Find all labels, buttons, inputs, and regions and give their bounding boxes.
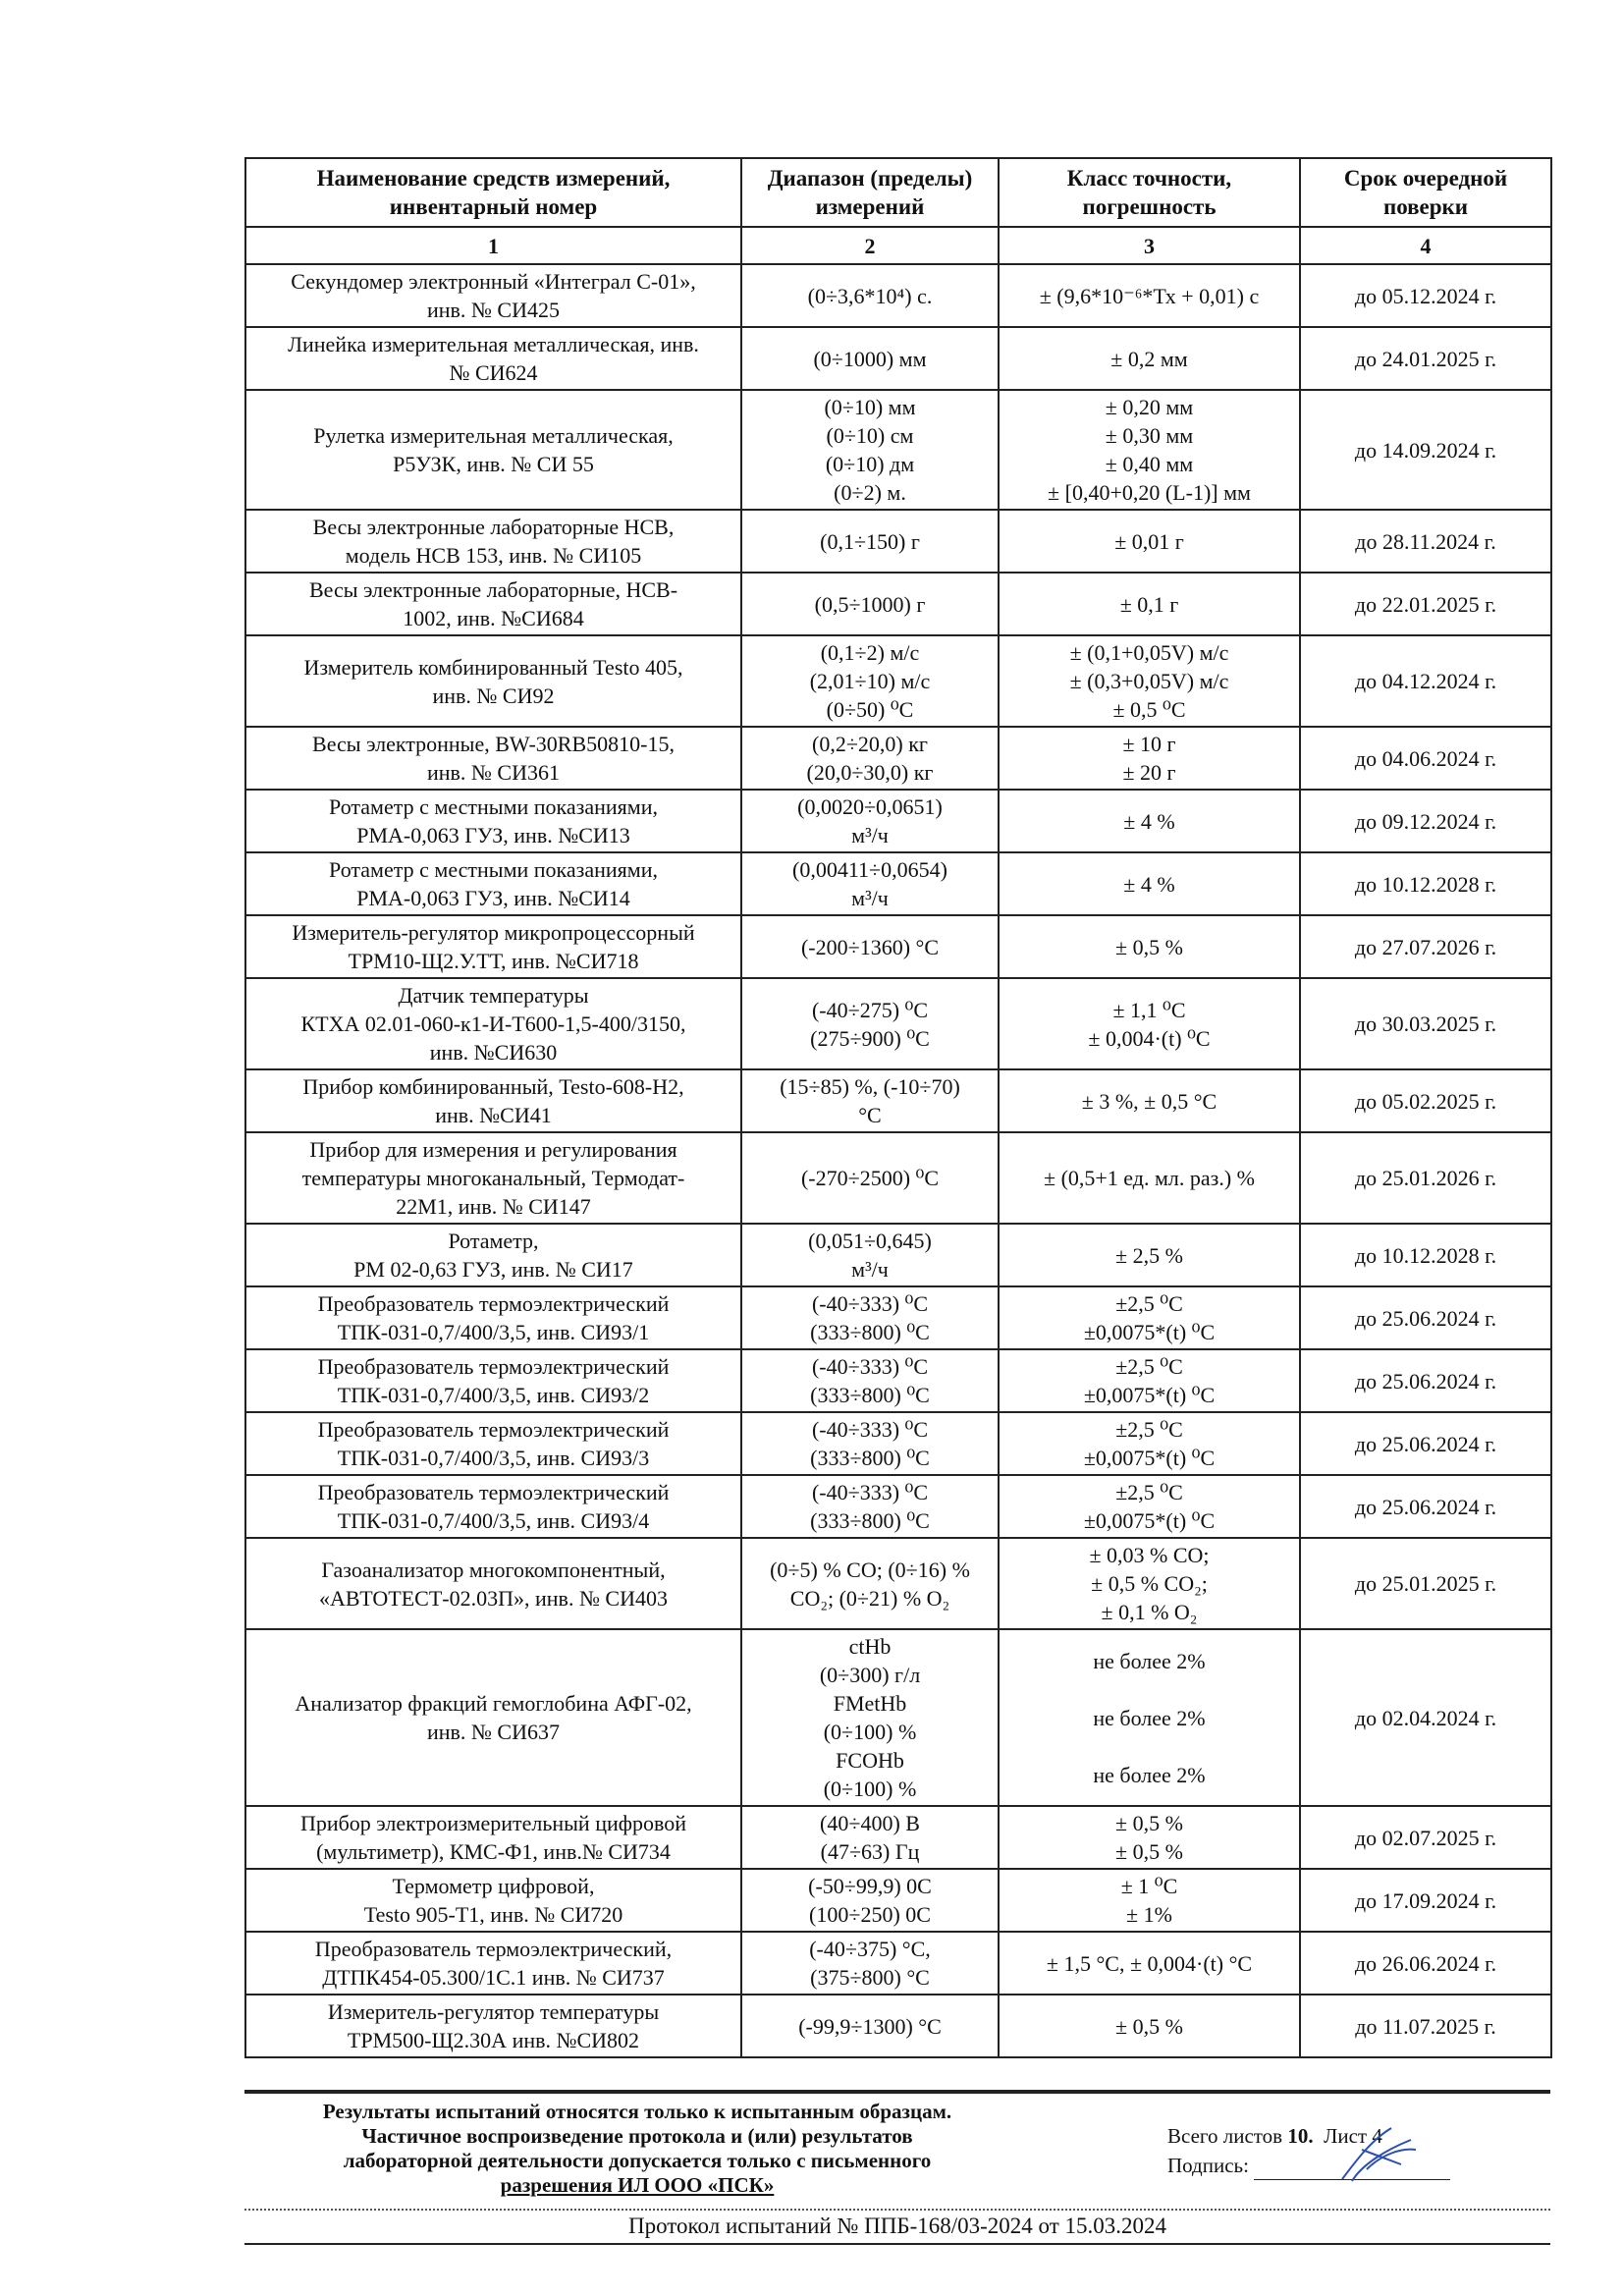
accuracy-cell: ±2,5 ⁰С ±0,0075*(t) ⁰С: [999, 1286, 1300, 1349]
table-row: [245, 1224, 1551, 1286]
verification-due-cell: до 22.01.2025 г.: [1300, 573, 1551, 635]
accuracy-cell: ± (0,5+1 ед. мл. раз.) %: [999, 1132, 1300, 1224]
instrument-name-cell: Датчик температуры КТХА 02.01-060-к1-И-Т600-1,5-400/3150, инв. №СИ630: [245, 978, 741, 1069]
verification-due-cell: до 24.01.2025 г.: [1300, 327, 1551, 390]
instrument-name-cell: Измеритель-регулятор микропроцессорный ТРМ10-Щ2.У.ТТ, инв. №СИ718: [245, 915, 741, 978]
instrument-name-cell: Ротаметр с местными показаниями, РМА-0,063 ГУЗ, инв. №СИ13: [245, 790, 741, 852]
header-verification-due: Срок очередной поверки: [1300, 158, 1551, 227]
table-row: [245, 1869, 1551, 1932]
range-cell: (0,051÷0,645) м³/ч: [741, 1224, 999, 1286]
instrument-name-cell: Линейка измерительная металлическая, инв. № СИ624: [245, 327, 741, 390]
table-row: [245, 510, 1551, 573]
accuracy-cell: ± 0,5 % ± 0,5 %: [999, 1806, 1300, 1869]
range-cell: (0÷10) мм (0÷10) см (0÷10) дм (0÷2) м.: [741, 390, 999, 510]
header-accuracy: Класс точности, погрешность: [999, 158, 1300, 227]
accuracy-cell: ± 0,20 мм ± 0,30 мм ± 0,40 мм ± [0,40+0,20 (L-1)] мм: [999, 390, 1300, 510]
verification-due-cell: до 30.03.2025 г.: [1300, 978, 1551, 1069]
accuracy-cell: ± 1,1 ⁰С ± 0,004·(t) ⁰С: [999, 978, 1300, 1069]
verification-due-cell: до 26.06.2024 г.: [1300, 1932, 1551, 1995]
instrument-name-cell: Газоанализатор многокомпонентный, «АВТОТЕСТ-02.03П», инв. № СИ403: [245, 1538, 741, 1629]
instrument-name-cell: Преобразователь термоэлектрический ТПК-031-0,7/400/3,5, инв. СИ93/2: [245, 1349, 741, 1412]
instrument-name-cell: Весы электронные лабораторные НСВ, модель НСВ 153, инв. № СИ105: [245, 510, 741, 573]
verification-due-cell: до 10.12.2028 г.: [1300, 852, 1551, 915]
table-row: [245, 790, 1551, 852]
dotted-divider: [244, 2209, 1550, 2211]
signature-scribble-icon: [1332, 2120, 1421, 2189]
instruments-table: [244, 157, 1552, 2058]
range-cell: (-40÷333) ⁰С (333÷800) ⁰С: [741, 1286, 999, 1349]
range-cell: (-40÷333) ⁰С (333÷800) ⁰С: [741, 1412, 999, 1475]
accuracy-cell: ± 0,5 %: [999, 915, 1300, 978]
table-row: [245, 978, 1551, 1069]
accuracy-cell: ± 2,5 %: [999, 1224, 1300, 1286]
instrument-name-cell: Измеритель комбинированный Testo 405, инв. № СИ92: [245, 635, 741, 727]
header-range: Диапазон (пределы) измерений: [741, 158, 999, 227]
accuracy-cell: ± 1 ⁰С ± 1%: [999, 1869, 1300, 1932]
table-row: [245, 327, 1551, 390]
verification-due-cell: до 04.06.2024 г.: [1300, 727, 1551, 790]
range-cell: (-40÷333) ⁰С (333÷800) ⁰С: [741, 1349, 999, 1412]
table-row: [245, 635, 1551, 727]
table-row: [245, 390, 1551, 510]
range-cell: (-40÷333) ⁰С (333÷800) ⁰С: [741, 1475, 999, 1538]
range-cell: (-270÷2500) ⁰С: [741, 1132, 999, 1224]
signature-line: [1254, 2159, 1450, 2180]
accuracy-cell: ±2,5 ⁰С ±0,0075*(t) ⁰С: [999, 1349, 1300, 1412]
accuracy-cell: ± (0,1+0,05V) м/с ± (0,3+0,05V) м/с ± 0,5 ⁰С: [999, 635, 1300, 727]
table-row: [245, 1069, 1551, 1132]
sheet-info: [1167, 2121, 1541, 2180]
verification-due-cell: до 25.06.2024 г.: [1300, 1349, 1551, 1412]
table-row: [245, 1995, 1551, 2057]
instrument-name-cell: Преобразователь термоэлектрический ТПК-031-0,7/400/3,5, инв. СИ93/4: [245, 1475, 741, 1538]
column-number: 4: [1300, 227, 1551, 264]
range-cell: (40÷400) В (47÷63) Гц: [741, 1806, 999, 1869]
bottom-divider: [244, 2243, 1550, 2245]
table-row: [245, 1286, 1551, 1349]
accuracy-cell: ± 4 %: [999, 790, 1300, 852]
disclaimer-line: лабораторной деятельности допускается только с письменного: [343, 2149, 932, 2172]
range-cell: (0,0020÷0,0651) м³/ч: [741, 790, 999, 852]
table-row: [245, 1475, 1551, 1538]
page-footer: [244, 2090, 1550, 2238]
column-number: 2: [741, 227, 999, 264]
range-cell: (-200÷1360) °С: [741, 915, 999, 978]
table-row: [245, 1349, 1551, 1412]
instrument-name-cell: Ротаметр, РМ 02-0,63 ГУЗ, инв. № СИ17: [245, 1224, 741, 1286]
accuracy-cell: ±2,5 ⁰С ±0,0075*(t) ⁰С: [999, 1475, 1300, 1538]
instrument-name-cell: Прибор для измерения и регулирования температуры многоканальный, Термодат- 22М1, инв. № СИ147: [245, 1132, 741, 1224]
table-row: [245, 1629, 1551, 1806]
accuracy-cell: ± 3 %, ± 0,5 °С: [999, 1069, 1300, 1132]
sheet-count: Всего листов 10. Лист 4: [1167, 2124, 1382, 2148]
verification-due-cell: до 10.12.2028 г.: [1300, 1224, 1551, 1286]
instrument-name-cell: Измеритель-регулятор температуры ТРМ500-Щ2.30А инв. №СИ802: [245, 1995, 741, 2057]
instrument-name-cell: Анализатор фракций гемоглобина АФГ-02, инв. № СИ637: [245, 1629, 741, 1806]
verification-due-cell: до 04.12.2024 г.: [1300, 635, 1551, 727]
accuracy-cell: ± 0,5 %: [999, 1995, 1300, 2057]
range-cell: (0÷1000) мм: [741, 327, 999, 390]
range-cell: (15÷85) %, (-10÷70) °С: [741, 1069, 999, 1132]
range-cell: (0,2÷20,0) кг (20,0÷30,0) кг: [741, 727, 999, 790]
range-cell: (-40÷275) ⁰С (275÷900) ⁰С: [741, 978, 999, 1069]
range-cell: ctHb (0÷300) г/л FMetHb (0÷100) % FCOHb (0÷100) %: [741, 1629, 999, 1806]
disclaimer-line: разрешения ИЛ ООО «ПСК»: [500, 2173, 775, 2197]
instrument-name-cell: Прибор комбинированный, Testo-608-Н2, инв. №СИ41: [245, 1069, 741, 1132]
table-row: [245, 1132, 1551, 1224]
range-cell: (-40÷375) °С, (375÷800) °С: [741, 1932, 999, 1995]
verification-due-cell: до 17.09.2024 г.: [1300, 1869, 1551, 1932]
table-row: [245, 264, 1551, 327]
verification-due-cell: до 27.07.2026 г.: [1300, 915, 1551, 978]
verification-due-cell: до 25.06.2024 г.: [1300, 1286, 1551, 1349]
instrument-name-cell: Секундомер электронный «Интеграл С-01», инв. № СИ425: [245, 264, 741, 327]
table-row: [245, 1806, 1551, 1869]
instrument-name-cell: Весы электронные, BW-30RB50810-15, инв. № СИ361: [245, 727, 741, 790]
verification-due-cell: до 28.11.2024 г.: [1300, 510, 1551, 573]
accuracy-cell: ± 4 %: [999, 852, 1300, 915]
instrument-name-cell: Преобразователь термоэлектрический, ДТПК454-05.300/1С.1 инв. № СИ737: [245, 1932, 741, 1995]
accuracy-cell: ± 0,03 % СО; ± 0,5 % СО₂; ± 0,1 % О₂: [999, 1538, 1300, 1629]
table-row: [245, 573, 1551, 635]
table-row: [245, 915, 1551, 978]
range-cell: (0,1÷150) г: [741, 510, 999, 573]
table-header-row: [245, 158, 1551, 227]
table-row: [245, 1932, 1551, 1995]
verification-due-cell: до 25.06.2024 г.: [1300, 1475, 1551, 1538]
accuracy-cell: ± 0,01 г: [999, 510, 1300, 573]
accuracy-cell: ± 0,1 г: [999, 573, 1300, 635]
verification-due-cell: до 11.07.2025 г.: [1300, 1995, 1551, 2057]
range-cell: (0÷3,6*10⁴) с.: [741, 264, 999, 327]
table-row: [245, 727, 1551, 790]
accuracy-cell: ± 0,2 мм: [999, 327, 1300, 390]
accuracy-cell: ±2,5 ⁰С ±0,0075*(t) ⁰С: [999, 1412, 1300, 1475]
column-number-row: [245, 227, 1551, 264]
range-cell: (0,00411÷0,0654) м³/ч: [741, 852, 999, 915]
instrument-name-cell: Весы электронные лабораторные, НСВ- 1002, инв. №СИ684: [245, 573, 741, 635]
signature-row: Подпись:: [1167, 2151, 1541, 2180]
verification-due-cell: до 02.07.2025 г.: [1300, 1806, 1551, 1869]
disclaimer-line: Результаты испытаний относятся только к испытанным образцам.: [322, 2100, 952, 2123]
range-cell: (0÷5) % СО; (0÷16) % СО₂; (0÷21) % О₂: [741, 1538, 999, 1629]
accuracy-cell: ± 1,5 °С, ± 0,004·(t) °С: [999, 1932, 1300, 1995]
header-instrument-name: Наименование средств измерений, инвентарный номер: [245, 158, 741, 227]
verification-due-cell: до 02.04.2024 г.: [1300, 1629, 1551, 1806]
instrument-name-cell: Термометр цифровой, Testo 905-Т1, инв. № СИ720: [245, 1869, 741, 1932]
accuracy-cell: ± (9,6*10⁻⁶*Тх + 0,01) с: [999, 264, 1300, 327]
disclaimer-line: Частичное воспроизведение протокола и (или) результатов: [361, 2124, 913, 2148]
range-cell: (-99,9÷1300) °С: [741, 1995, 999, 2057]
verification-due-cell: до 05.02.2025 г.: [1300, 1069, 1551, 1132]
verification-due-cell: до 05.12.2024 г.: [1300, 264, 1551, 327]
range-cell: (0,5÷1000) г: [741, 573, 999, 635]
instrument-name-cell: Ротаметр с местными показаниями, РМА-0,063 ГУЗ, инв. №СИ14: [245, 852, 741, 915]
instrument-name-cell: Рулетка измерительная металлическая, Р5УЗК, инв. № СИ 55: [245, 390, 741, 510]
accuracy-cell: ± 10 г ± 20 г: [999, 727, 1300, 790]
range-cell: (0,1÷2) м/с (2,01÷10) м/с (0÷50) ⁰С: [741, 635, 999, 727]
table-row: [245, 1538, 1551, 1629]
verification-due-cell: до 14.09.2024 г.: [1300, 390, 1551, 510]
instrument-name-cell: Прибор электроизмерительный цифровой (мультиметр), КМС-Ф1, инв.№ СИ734: [245, 1806, 741, 1869]
instrument-name-cell: Преобразователь термоэлектрический ТПК-031-0,7/400/3,5, инв. СИ93/3: [245, 1412, 741, 1475]
instrument-name-cell: Преобразователь термоэлектрический ТПК-031-0,7/400/3,5, инв. СИ93/1: [245, 1286, 741, 1349]
range-cell: (-50÷99,9) 0С (100÷250) 0С: [741, 1869, 999, 1932]
verification-due-cell: до 25.01.2025 г.: [1300, 1538, 1551, 1629]
accuracy-cell: не более 2% не более 2% не более 2%: [999, 1629, 1300, 1806]
column-number: 1: [245, 227, 741, 264]
table-row: [245, 1412, 1551, 1475]
disclaimer: [244, 2100, 1030, 2210]
verification-due-cell: до 09.12.2024 г.: [1300, 790, 1551, 852]
verification-due-cell: до 25.01.2026 г.: [1300, 1132, 1551, 1224]
column-number: 3: [999, 227, 1300, 264]
table-row: [245, 852, 1551, 915]
protocol-number: Протокол испытаний № ППБ-168/03-2024 от 15.03.2024: [627, 2214, 1167, 2238]
verification-due-cell: до 25.06.2024 г.: [1300, 1412, 1551, 1475]
